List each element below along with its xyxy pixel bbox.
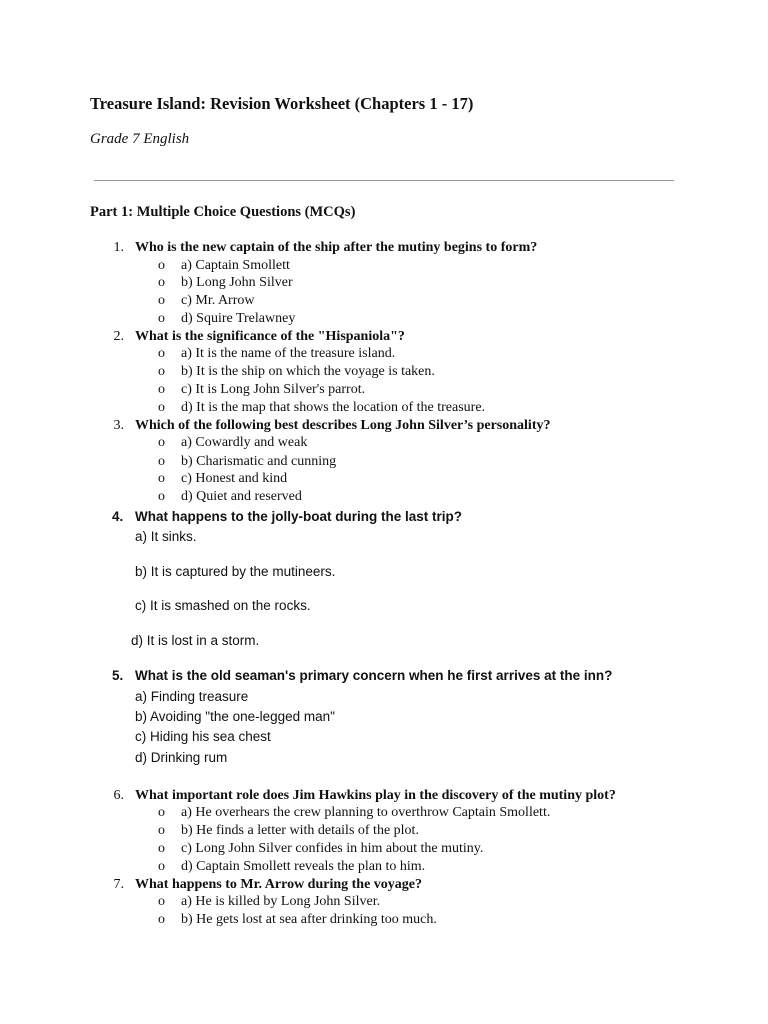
option-text: c) It is Long John Silver's parrot. <box>181 382 366 397</box>
option-bullet: o <box>158 293 165 308</box>
option-text: b) Long John Silver <box>181 275 293 290</box>
option-text: b) Avoiding "the one-legged man" <box>135 709 335 724</box>
option-text: a) He overhears the crew planning to overthrow Captain Smollett. <box>181 805 551 820</box>
option-bullet: o <box>158 823 165 838</box>
question-number: 5. <box>112 668 124 683</box>
option-text: a) Captain Smollett <box>181 258 290 273</box>
option-text: c) Honest and kind <box>181 471 288 486</box>
question-number: 6. <box>113 788 124 803</box>
question-text: What happens to Mr. Arrow during the voyage? <box>135 877 423 892</box>
option-text: d) Squire Trelawney <box>181 311 296 326</box>
option-text: d) It is lost in a storm. <box>131 633 260 648</box>
question-text: Who is the new captain of the ship after the mutiny begins to form? <box>135 240 538 255</box>
option-bullet: o <box>158 859 165 874</box>
option-text: d) Captain Smollett reveals the plan to him. <box>181 859 426 874</box>
option-bullet: o <box>158 894 165 909</box>
option-bullet: o <box>158 364 165 379</box>
option-text: d) Quiet and reserved <box>181 489 302 504</box>
option-text: d) It is the map that shows the location of the treasure. <box>181 400 486 415</box>
option-text: b) Charismatic and cunning <box>181 454 337 469</box>
option-bullet: o <box>158 275 165 290</box>
question-text: What important role does Jim Hawkins play in the discovery of the mutiny plot? <box>135 788 616 803</box>
question-text: What is the old seaman's primary concern when he first arrives at the inn? <box>135 668 613 683</box>
option-bullet: o <box>158 912 165 927</box>
option-text: c) Mr. Arrow <box>181 293 255 308</box>
option-text: a) It sinks. <box>135 529 197 544</box>
question-text: What is the significance of the "Hispaniola"? <box>135 329 405 344</box>
option-bullet: o <box>158 311 165 326</box>
option-bullet: o <box>158 805 165 820</box>
option-bullet: o <box>158 489 165 504</box>
question-number: 1. <box>113 240 124 255</box>
option-text: c) Long John Silver confides in him about the mutiny. <box>181 841 484 856</box>
question-number: 3. <box>113 418 124 433</box>
question-text: What happens to the jolly-boat during the last trip? <box>135 509 462 524</box>
option-text: c) It is smashed on the rocks. <box>135 598 311 613</box>
option-bullet: o <box>158 400 165 415</box>
option-text: b) It is captured by the mutineers. <box>135 564 336 579</box>
option-text: b) He finds a letter with details of the plot. <box>181 823 419 838</box>
part-1-heading: Part 1: Multiple Choice Questions (MCQs) <box>90 204 356 220</box>
option-bullet: o <box>158 382 165 397</box>
option-text: b) He gets lost at sea after drinking too much. <box>181 912 437 927</box>
option-text: a) Finding treasure <box>135 689 249 704</box>
option-bullet: o <box>158 346 165 361</box>
option-bullet: o <box>158 471 165 486</box>
worksheet-subtitle: Grade 7 English <box>90 131 190 147</box>
option-text: a) It is the name of the treasure island. <box>181 346 396 361</box>
option-bullet: o <box>158 841 165 856</box>
worksheet-title: Treasure Island: Revision Worksheet (Chapters 1 - 17) <box>90 94 474 113</box>
option-bullet: o <box>158 454 165 469</box>
option-bullet: o <box>158 258 165 273</box>
header-divider <box>94 180 674 181</box>
question-number: 2. <box>113 329 124 344</box>
option-text: b) It is the ship on which the voyage is taken. <box>181 364 435 379</box>
question-number: 4. <box>112 509 124 524</box>
option-text: a) Cowardly and weak <box>181 435 308 450</box>
option-bullet: o <box>158 435 165 450</box>
question-number: 7. <box>113 877 124 892</box>
option-text: d) Drinking rum <box>135 750 228 765</box>
question-text: Which of the following best describes Long John Silver’s personality? <box>135 418 551 433</box>
option-text: a) He is killed by Long John Silver. <box>181 894 381 909</box>
option-text: c) Hiding his sea chest <box>135 729 271 744</box>
